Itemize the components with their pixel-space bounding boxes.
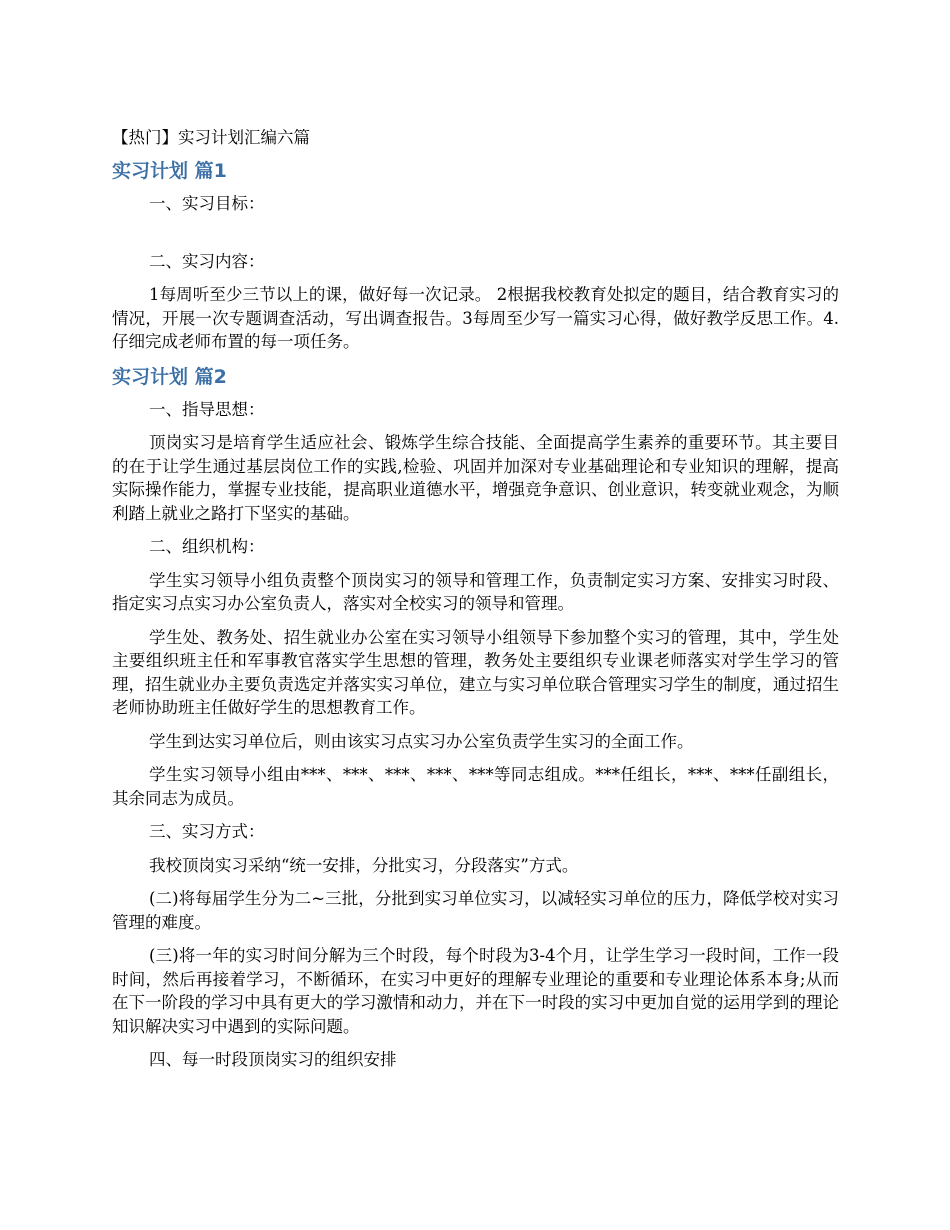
paragraph: (二)将每届学生分为二~三批，分批到实习单位实习，以减轻实习单位的压力，降低学校对实习管理的难度。 xyxy=(112,889,839,932)
paragraph: 一、指导思想： xyxy=(149,399,265,419)
paragraph: 三、实习方式： xyxy=(149,822,265,841)
document-page xyxy=(112,126,839,1082)
paragraph: 二、实习内容： xyxy=(149,251,265,271)
paragraph: 学生到达实习单位后，则由该实习点实习办公室负责学生实习的全面工作。 xyxy=(149,731,694,751)
paragraph: 二、组织机构： xyxy=(149,537,265,556)
paragraph: 1每周听至少三节以上的课，做好每一次记录。 2根据我校教育处拟定的题目，结合教育实习的情况，开展一次专题调查活动，写出调查报告。3每周至少写一篇实习心得，做好教学反思工作。4.仔细完成老师布置的每一项任务。 xyxy=(112,285,839,351)
paragraph: 学生实习领导小组负责整个顶岗实习的领导和管理工作，负责制定实习方案、安排实习时段、指定实习点实习办公室负责人，落实对全校实习的领导和管理。 xyxy=(112,570,839,613)
section-2-heading: 实习计划 篇2 xyxy=(112,365,227,388)
section-1-heading: 实习计划 篇1 xyxy=(112,160,227,182)
paragraph: (三)将一年的实习时间分解为三个时段，每个时段为3-4个月，让学生学习一段时间，工作一段时间，然后再接着学习，不断循环，在实习中更好的理解专业理论的重要和专业理论体系本身;从而在下一阶段的学习中具有更大的学习激情和动力，并在下一时段的实习中更加自觉的运用学到的理论知识解决实习中遇到的实际问题。 xyxy=(112,946,839,1036)
paragraph: 学生实习领导小组由***、***、***、***、***等同志组成。***任组长，***、***任副组长，其余同志为成员。 xyxy=(112,765,839,808)
paragraph: 我校顶岗实习采纳“统一安排，分批实习，分段落实”方式。 xyxy=(149,855,579,875)
paragraph: 学生处、教务处、招生就业办公室在实习领导小组领导下参加整个实习的管理，其中，学生处主要组织班主任和军事教官落实学生思想的管理，教务处主要组织专业课老师落实对学生学习的管理，招生就业办主要负责选定并落实实习单位，建立与实习单位联合管理实习学生的制度，通过招生老师协助班主任做好学生的思想教育工作。 xyxy=(112,627,839,717)
document-title: 【热门】实习计划汇编六篇 xyxy=(112,128,310,147)
paragraph: 顶岗实习是培育学生适应社会、锻炼学生综合技能、全面提高学生素养的重要环节。其主要目的在于让学生通过基层岗位工作的实践,检验、巩固并加深对专业基础理论和专业知识的理解，提高实际操作能力，掌握专业技能，提高职业道德水平，增强竞争意识、创业意识，转变就业观念，为顺利踏上就业之路打下坚实的基础。 xyxy=(112,433,839,523)
paragraph: 一、实习目标： xyxy=(149,194,265,213)
paragraph: 四、每一时段顶岗实习的组织安排 xyxy=(149,1050,397,1069)
